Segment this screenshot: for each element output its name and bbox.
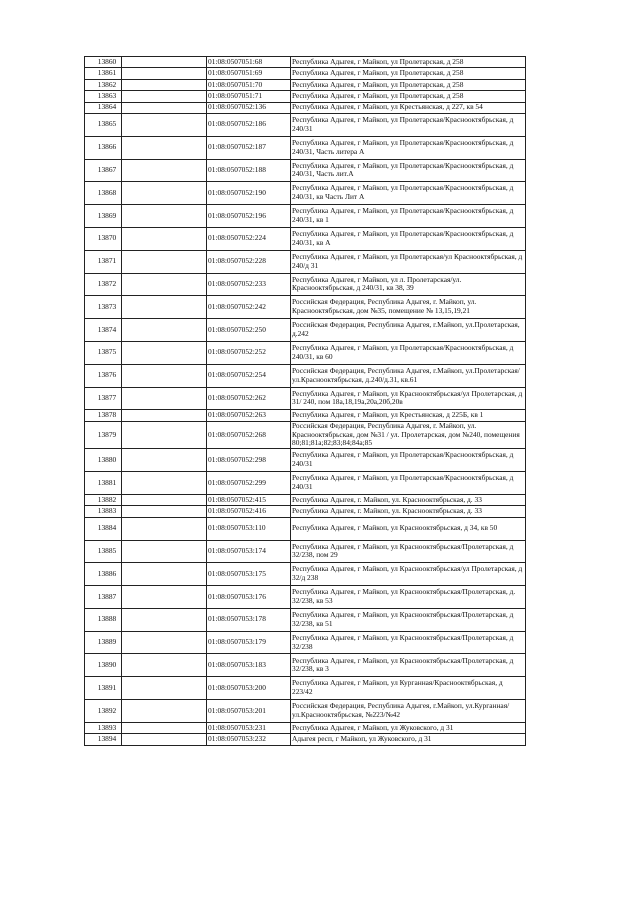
cadastral-number: 01:08:0507053:110 bbox=[207, 517, 291, 540]
table-row bbox=[85, 449, 526, 472]
address: Республика Адыгея, г Майкоп, ул Пролетарская, д 258 bbox=[291, 91, 526, 102]
table-row bbox=[85, 563, 526, 586]
address: Республика Адыгея, г Майкоп, ул Краснооктябрьская/ул Пролетарская, д 31/ 240, пом 18а,18,19а,20а,20б,20в bbox=[291, 387, 526, 410]
row-number: 13877 bbox=[85, 387, 122, 410]
empty-cell bbox=[122, 273, 207, 296]
address: Республика Адыгея, г Майкоп, ул Краснооктябрьская, д 34, кв 50 bbox=[291, 517, 526, 540]
cadastral-number: 01:08:0507052:250 bbox=[207, 319, 291, 342]
table-row bbox=[85, 136, 526, 159]
address: Республика Адыгея, г Майкоп, ул Пролетарская/Краснооктябрьская, д 240/31, кв Часть Лит А bbox=[291, 182, 526, 205]
empty-cell bbox=[122, 654, 207, 677]
cadastral-number: 01:08:0507052:188 bbox=[207, 159, 291, 182]
cadastral-number: 01:08:0507052:416 bbox=[207, 506, 291, 517]
row-number: 13872 bbox=[85, 273, 122, 296]
row-number: 13887 bbox=[85, 586, 122, 609]
cadastral-number: 01:08:0507052:268 bbox=[207, 421, 291, 449]
empty-cell bbox=[122, 205, 207, 228]
table-row bbox=[85, 700, 526, 723]
cadastral-number: 01:08:0507053:232 bbox=[207, 734, 291, 745]
cadastral-number: 01:08:0507052:228 bbox=[207, 250, 291, 273]
empty-cell bbox=[122, 387, 207, 410]
table-row bbox=[85, 205, 526, 228]
address: Российская Федерация, Республика Адыгея, г.Майкоп, ул.Пролетарская/ул.Краснооктябрьская, д.240/д.31, кв.61 bbox=[291, 364, 526, 387]
empty-cell bbox=[122, 631, 207, 654]
cadastral-number: 01:08:0507052:298 bbox=[207, 449, 291, 472]
empty-cell bbox=[122, 136, 207, 159]
empty-cell bbox=[122, 341, 207, 364]
empty-cell bbox=[122, 449, 207, 472]
table-row bbox=[85, 421, 526, 449]
cadastral-number: 01:08:0507052:186 bbox=[207, 113, 291, 136]
address: Республика Адыгея, г Майкоп, ул Пролетарская, д 258 bbox=[291, 68, 526, 79]
empty-cell bbox=[122, 517, 207, 540]
row-number: 13881 bbox=[85, 472, 122, 495]
empty-cell bbox=[122, 506, 207, 517]
table-row bbox=[85, 341, 526, 364]
empty-cell bbox=[122, 250, 207, 273]
cadastral-number: 01:08:0507053:201 bbox=[207, 700, 291, 723]
cadastral-number: 01:08:0507052:299 bbox=[207, 472, 291, 495]
address: Российская Федерация, Республика Адыгея, г.Майкоп, ул.Пролетарская, д.242 bbox=[291, 319, 526, 342]
address: Республика Адыгея, г Майкоп, ул Пролетарская/Краснооктябрьская, д 240/31 bbox=[291, 113, 526, 136]
empty-cell bbox=[122, 364, 207, 387]
cadastral-number: 01:08:0507052:242 bbox=[207, 296, 291, 319]
table-row bbox=[85, 734, 526, 745]
row-number: 13878 bbox=[85, 410, 122, 421]
table-row bbox=[85, 57, 526, 68]
empty-cell bbox=[122, 68, 207, 79]
table-row bbox=[85, 102, 526, 113]
address: Республика Адыгея, г Майкоп, ул Краснооктябрьская/Пролетарская, д. 32/238, кв 53 bbox=[291, 586, 526, 609]
cadastral-number: 01:08:0507051:69 bbox=[207, 68, 291, 79]
row-number: 13883 bbox=[85, 506, 122, 517]
address: Республика Адыгея, г Майкоп, ул Краснооктябрьская/ул Пролетарская, д 32/д 238 bbox=[291, 563, 526, 586]
table-row bbox=[85, 540, 526, 563]
cadastral-number: 01:08:0507052:254 bbox=[207, 364, 291, 387]
cadastral-number: 01:08:0507053:183 bbox=[207, 654, 291, 677]
empty-cell bbox=[122, 57, 207, 68]
address: Республика Адыгея, г. Майкоп, ул. Краснооктябрьская, д. 33 bbox=[291, 506, 526, 517]
address: Республика Адыгея, г Майкоп, ул Пролетарская/Краснооктябрьская, д 240/31 bbox=[291, 472, 526, 495]
table-row bbox=[85, 250, 526, 273]
table-row bbox=[85, 296, 526, 319]
cadastral-number: 01:08:0507053:200 bbox=[207, 677, 291, 700]
row-number: 13879 bbox=[85, 421, 122, 449]
address: Республика Адыгея, г Майкоп, ул Пролетарская, д 258 bbox=[291, 57, 526, 68]
address: Республика Адыгея, г Майкоп, ул Краснооктябрьская/Пролетарская, д 32/238 bbox=[291, 631, 526, 654]
row-number: 13874 bbox=[85, 319, 122, 342]
row-number: 13882 bbox=[85, 494, 122, 505]
empty-cell bbox=[122, 113, 207, 136]
row-number: 13891 bbox=[85, 677, 122, 700]
table-row bbox=[85, 79, 526, 90]
address: Республика Адыгея, г Майкоп, ул Пролетарская/Краснооктябрьская, д 240/31, кв 60 bbox=[291, 341, 526, 364]
table-row bbox=[85, 410, 526, 421]
row-number: 13888 bbox=[85, 608, 122, 631]
row-number: 13860 bbox=[85, 57, 122, 68]
cadastral-number: 01:08:0507053:178 bbox=[207, 608, 291, 631]
cadastral-number: 01:08:0507052:224 bbox=[207, 227, 291, 250]
empty-cell bbox=[122, 734, 207, 745]
cadastral-number: 01:08:0507052:187 bbox=[207, 136, 291, 159]
records-table bbox=[84, 56, 526, 746]
cadastral-number: 01:08:0507053:179 bbox=[207, 631, 291, 654]
cadastral-number: 01:08:0507052:252 bbox=[207, 341, 291, 364]
cadastral-number: 01:08:0507052:233 bbox=[207, 273, 291, 296]
cadastral-number: 01:08:0507052:262 bbox=[207, 387, 291, 410]
table-row bbox=[85, 608, 526, 631]
empty-cell bbox=[122, 540, 207, 563]
table-row bbox=[85, 494, 526, 505]
row-number: 13861 bbox=[85, 68, 122, 79]
empty-cell bbox=[122, 722, 207, 733]
empty-cell bbox=[122, 319, 207, 342]
empty-cell bbox=[122, 159, 207, 182]
table-row bbox=[85, 113, 526, 136]
table-row bbox=[85, 506, 526, 517]
address: Республика Адыгея, г Майкоп, ул Краснооктябрьская/Пролетарская, д 32/238, кв 3 bbox=[291, 654, 526, 677]
table-row bbox=[85, 677, 526, 700]
address: Российская Федерация, Республика Адыгея, г. Майкоп, ул. Краснооктябрьская, дом №31 / ул. Пролетарская, дом №240, помещения 80;81;81а;82;83;84;84а;85 bbox=[291, 421, 526, 449]
records-table-body bbox=[85, 57, 526, 746]
empty-cell bbox=[122, 586, 207, 609]
table-row bbox=[85, 319, 526, 342]
cadastral-number: 01:08:0507051:70 bbox=[207, 79, 291, 90]
row-number: 13866 bbox=[85, 136, 122, 159]
address: Республика Адыгея, г. Майкоп, ул. Краснооктябрьская, д. 33 bbox=[291, 494, 526, 505]
cadastral-number: 01:08:0507051:68 bbox=[207, 57, 291, 68]
empty-cell bbox=[122, 227, 207, 250]
address: Республика Адыгея, г Майкоп, ул Пролетарская/Краснооктябрьская, д 240/31, кв А bbox=[291, 227, 526, 250]
row-number: 13885 bbox=[85, 540, 122, 563]
cadastral-number: 01:08:0507052:190 bbox=[207, 182, 291, 205]
row-number: 13890 bbox=[85, 654, 122, 677]
cadastral-number: 01:08:0507053:175 bbox=[207, 563, 291, 586]
row-number: 13893 bbox=[85, 722, 122, 733]
table-row bbox=[85, 273, 526, 296]
empty-cell bbox=[122, 563, 207, 586]
row-number: 13868 bbox=[85, 182, 122, 205]
address: Республика Адыгея, г Майкоп, ул Крестьянская, д 225Б, кв 1 bbox=[291, 410, 526, 421]
empty-cell bbox=[122, 410, 207, 421]
row-number: 13894 bbox=[85, 734, 122, 745]
empty-cell bbox=[122, 608, 207, 631]
row-number: 13889 bbox=[85, 631, 122, 654]
empty-cell bbox=[122, 700, 207, 723]
row-number: 13884 bbox=[85, 517, 122, 540]
table-row bbox=[85, 387, 526, 410]
cadastral-number: 01:08:0507053:231 bbox=[207, 722, 291, 733]
empty-cell bbox=[122, 102, 207, 113]
table-row bbox=[85, 364, 526, 387]
table-row bbox=[85, 227, 526, 250]
address: Российская Федерация, Республика Адыгея, г. Майкоп, ул. Краснооктябрьская, дом №35, помещение № 13,15,19,21 bbox=[291, 296, 526, 319]
row-number: 13880 bbox=[85, 449, 122, 472]
empty-cell bbox=[122, 494, 207, 505]
cadastral-number: 01:08:0507051:71 bbox=[207, 91, 291, 102]
empty-cell bbox=[122, 91, 207, 102]
row-number: 13875 bbox=[85, 341, 122, 364]
address: Республика Адыгея, г Майкоп, ул Пролетарская/Краснооктябрьская, д 240/31 bbox=[291, 449, 526, 472]
address: Республика Адыгея, г Майкоп, ул Пролетарская, д 258 bbox=[291, 79, 526, 90]
cadastral-number: 01:08:0507053:176 bbox=[207, 586, 291, 609]
row-number: 13864 bbox=[85, 102, 122, 113]
row-number: 13863 bbox=[85, 91, 122, 102]
empty-cell bbox=[122, 677, 207, 700]
cadastral-number: 01:08:0507052:136 bbox=[207, 102, 291, 113]
empty-cell bbox=[122, 79, 207, 90]
cadastral-number: 01:08:0507052:415 bbox=[207, 494, 291, 505]
empty-cell bbox=[122, 296, 207, 319]
empty-cell bbox=[122, 472, 207, 495]
empty-cell bbox=[122, 182, 207, 205]
cadastral-number: 01:08:0507053:174 bbox=[207, 540, 291, 563]
row-number: 13869 bbox=[85, 205, 122, 228]
table-row bbox=[85, 472, 526, 495]
address: Республика Адыгея, г Майкоп, ул Крестьянская, д 227, кв 54 bbox=[291, 102, 526, 113]
table-row bbox=[85, 68, 526, 79]
address: Республика Адыгея, г Майкоп, ул Краснооктябрьская/Пролетарская, д 32/238, пом 29 bbox=[291, 540, 526, 563]
address: Республика Адыгея, г Майкоп, ул Жуковского, д 31 bbox=[291, 722, 526, 733]
address: Адыгея респ, г Майкоп, ул Жуковского, д 31 bbox=[291, 734, 526, 745]
table-row bbox=[85, 722, 526, 733]
row-number: 13870 bbox=[85, 227, 122, 250]
address: Республика Адыгея, г Майкоп, ул Пролетарская/ул Краснооктябрьская, д 240/д 31 bbox=[291, 250, 526, 273]
row-number: 13865 bbox=[85, 113, 122, 136]
cadastral-number: 01:08:0507052:263 bbox=[207, 410, 291, 421]
table-row bbox=[85, 631, 526, 654]
table-row bbox=[85, 654, 526, 677]
row-number: 13873 bbox=[85, 296, 122, 319]
address: Республика Адыгея, г Майкоп, ул Пролетарская/Краснооктябрьская, д 240/31, Часть лит.А bbox=[291, 159, 526, 182]
address: Республика Адыгея, г Майкоп, ул л. Пролетарская/ул. Краснооктябрьская, д 240/31, кв 38, 39 bbox=[291, 273, 526, 296]
row-number: 13871 bbox=[85, 250, 122, 273]
table-row bbox=[85, 91, 526, 102]
row-number: 13867 bbox=[85, 159, 122, 182]
address: Республика Адыгея, г Майкоп, ул Пролетарская/Краснооктябрьская, д 240/31, Часть литера А bbox=[291, 136, 526, 159]
table-row bbox=[85, 517, 526, 540]
row-number: 13876 bbox=[85, 364, 122, 387]
address: Республика Адыгея, г Майкоп, ул Краснооктябрьская/Пролетарская, д 32/238, кв 51 bbox=[291, 608, 526, 631]
empty-cell bbox=[122, 421, 207, 449]
address: Российская Федерация, Республика Адыгея, г.Майкоп, ул.Курганная/ул.Краснооктябрьская, №223/№42 bbox=[291, 700, 526, 723]
cadastral-number: 01:08:0507052:196 bbox=[207, 205, 291, 228]
table-row bbox=[85, 159, 526, 182]
address: Республика Адыгея, г Майкоп, ул Курганная/Краснооктябрьская, д 223/42 bbox=[291, 677, 526, 700]
address: Республика Адыгея, г Майкоп, ул Пролетарская/Краснооктябрьская, д 240/31, кв 1 bbox=[291, 205, 526, 228]
row-number: 13886 bbox=[85, 563, 122, 586]
table-row bbox=[85, 586, 526, 609]
table-row bbox=[85, 182, 526, 205]
row-number: 13892 bbox=[85, 700, 122, 723]
row-number: 13862 bbox=[85, 79, 122, 90]
